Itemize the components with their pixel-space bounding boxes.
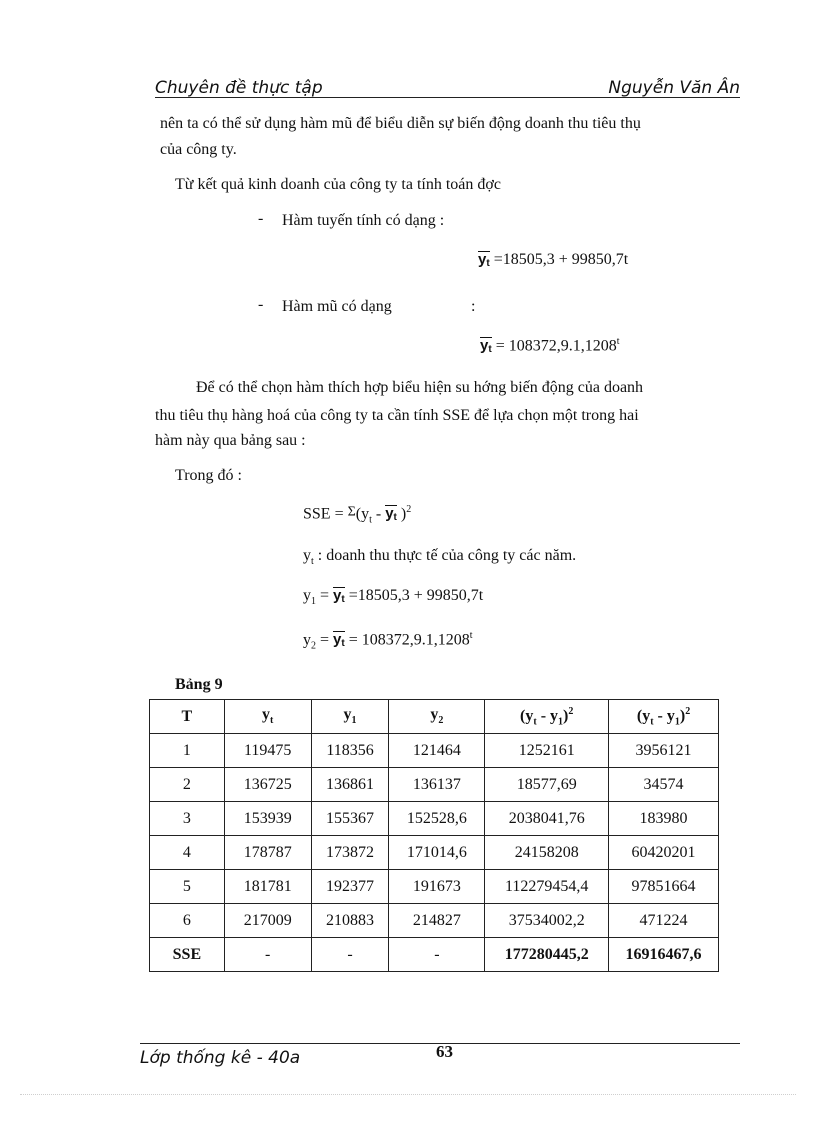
table-cell: 16916467,6 xyxy=(609,938,719,972)
header-left: Chuyên đề thực tập xyxy=(155,78,323,98)
paragraph-1-line-2: của công ty. xyxy=(160,141,237,158)
bottom-dotted-line xyxy=(20,1094,796,1095)
table-title: Bảng 9 xyxy=(175,676,223,693)
header-rule xyxy=(155,97,740,98)
table-cell: 37534002,2 xyxy=(485,904,609,938)
table-cell: 2 xyxy=(150,768,225,802)
table-cell: 136137 xyxy=(389,768,485,802)
table-cell: 34574 xyxy=(609,768,719,802)
table-cell: 97851664 xyxy=(609,870,719,904)
paragraph-3-line-1: Để có thể chọn hàm thích hợp biểu hiện su hớng biến động của doanh xyxy=(196,379,644,396)
table-cell: 171014,6 xyxy=(389,836,485,870)
paragraph-3-line-3: hàm này qua bảng sau : xyxy=(155,432,306,449)
header-cell-y2: $y_2$ xyxy=(389,700,485,734)
table-cell: 136861 xyxy=(311,768,389,802)
trong-do-label: Trong đó : xyxy=(175,467,242,484)
ybar-symbol: $y_t$ xyxy=(478,251,490,269)
table-row xyxy=(150,870,719,904)
table-cell: 210883 xyxy=(311,904,389,938)
table-cell: 1 xyxy=(150,734,225,768)
yt-definition: $y_t$ : doanh thu thực tế của công ty các năm. xyxy=(303,547,577,568)
table-cell: 191673 xyxy=(389,870,485,904)
table-row xyxy=(150,836,719,870)
table-cell: 119475 xyxy=(224,734,311,768)
table-cell: - xyxy=(224,938,311,972)
header-cell-t: T xyxy=(150,700,225,734)
table-cell: 3 xyxy=(150,802,225,836)
bullet-exp-colon: : xyxy=(471,298,476,315)
table-cell: 60420201 xyxy=(609,836,719,870)
table-cell: 178787 xyxy=(224,836,311,870)
table-header-row xyxy=(150,700,719,734)
table-cell: 181781 xyxy=(224,870,311,904)
footer-left: Lớp thống kê - 40a xyxy=(140,1048,301,1068)
table-row xyxy=(150,904,719,938)
table-row xyxy=(150,768,719,802)
formula-exp: $y_t = 108372,9.1,1208^t$ xyxy=(480,336,620,356)
table-cell: 24158208 xyxy=(485,836,609,870)
paragraph-1-line-1: nên ta có thể sử dụng hàm mũ để biểu diễn sự biến động doanh thu tiêu thụ xyxy=(160,115,641,132)
table-cell: - xyxy=(311,938,389,972)
bullet-marker: - xyxy=(258,210,264,227)
table-cell: 6 xyxy=(150,904,225,938)
table-cell: 177280445,2 xyxy=(485,938,609,972)
table-cell: SSE xyxy=(150,938,225,972)
table-cell: 4 xyxy=(150,836,225,870)
y2-definition: $y_2 = y_t = 108372,9.1,1208^t$ xyxy=(303,630,473,652)
table-cell: 2038041,76 xyxy=(485,802,609,836)
table-cell: 112279454,4 xyxy=(485,870,609,904)
header-right: Nguyễn Văn Ân xyxy=(608,78,740,98)
table-cell: 118356 xyxy=(311,734,389,768)
table-cell: 192377 xyxy=(311,870,389,904)
paragraph-3-line-2: thu tiêu thụ hàng hoá của công ty ta cần tính SSE để lựa chọn một trong hai xyxy=(155,407,639,424)
sse-table xyxy=(149,699,719,972)
paragraph-2: Từ kết quả kinh doanh của công ty ta tính toán đợc xyxy=(175,176,501,193)
table-cell: 121464 xyxy=(389,734,485,768)
table-cell: 153939 xyxy=(224,802,311,836)
table-cell: 3956121 xyxy=(609,734,719,768)
table-cell: 173872 xyxy=(311,836,389,870)
ybar-symbol: $y_t$ xyxy=(333,587,345,605)
table-cell: 136725 xyxy=(224,768,311,802)
table-row xyxy=(150,734,719,768)
table-cell: 214827 xyxy=(389,904,485,938)
ybar-symbol: $y_t$ xyxy=(480,337,492,356)
bullet-marker: - xyxy=(258,296,264,313)
table-cell: 152528,6 xyxy=(389,802,485,836)
table-cell: 1252161 xyxy=(485,734,609,768)
table-cell: 155367 xyxy=(311,802,389,836)
formula-linear: $y_t =18505,3 + 99850,7t$ xyxy=(478,251,629,269)
table-cell: 5 xyxy=(150,870,225,904)
table-total-row xyxy=(150,938,719,972)
table-cell: 183980 xyxy=(609,802,719,836)
header-cell-y1: $y_1$ xyxy=(311,700,389,734)
bullet-exp-label: Hàm mũ có dạng xyxy=(282,298,392,315)
table-row xyxy=(150,802,719,836)
page-number: 63 xyxy=(436,1042,453,1061)
table-cell: 217009 xyxy=(224,904,311,938)
ybar-symbol: $y_t$ xyxy=(385,505,397,524)
header-cell-yt: $y_t$ xyxy=(224,700,311,734)
bullet-linear-label: Hàm tuyến tính có dạng : xyxy=(282,212,445,229)
sse-formula: SSE = $\Sigma(y_t - y_t$ )$^2$ xyxy=(303,504,412,526)
y1-definition: $y_1 = y_t =18505,3 + 99850,7t$ xyxy=(303,587,484,608)
table-cell: - xyxy=(389,938,485,972)
header-cell-diff1: $(y_t - y_1)^2$ xyxy=(485,700,609,734)
ybar-symbol: $y_t$ xyxy=(333,631,345,650)
table-cell: 471224 xyxy=(609,904,719,938)
header-cell-diff2: $(y_t - y_1)^2$ xyxy=(609,700,719,734)
table-cell: 18577,69 xyxy=(485,768,609,802)
